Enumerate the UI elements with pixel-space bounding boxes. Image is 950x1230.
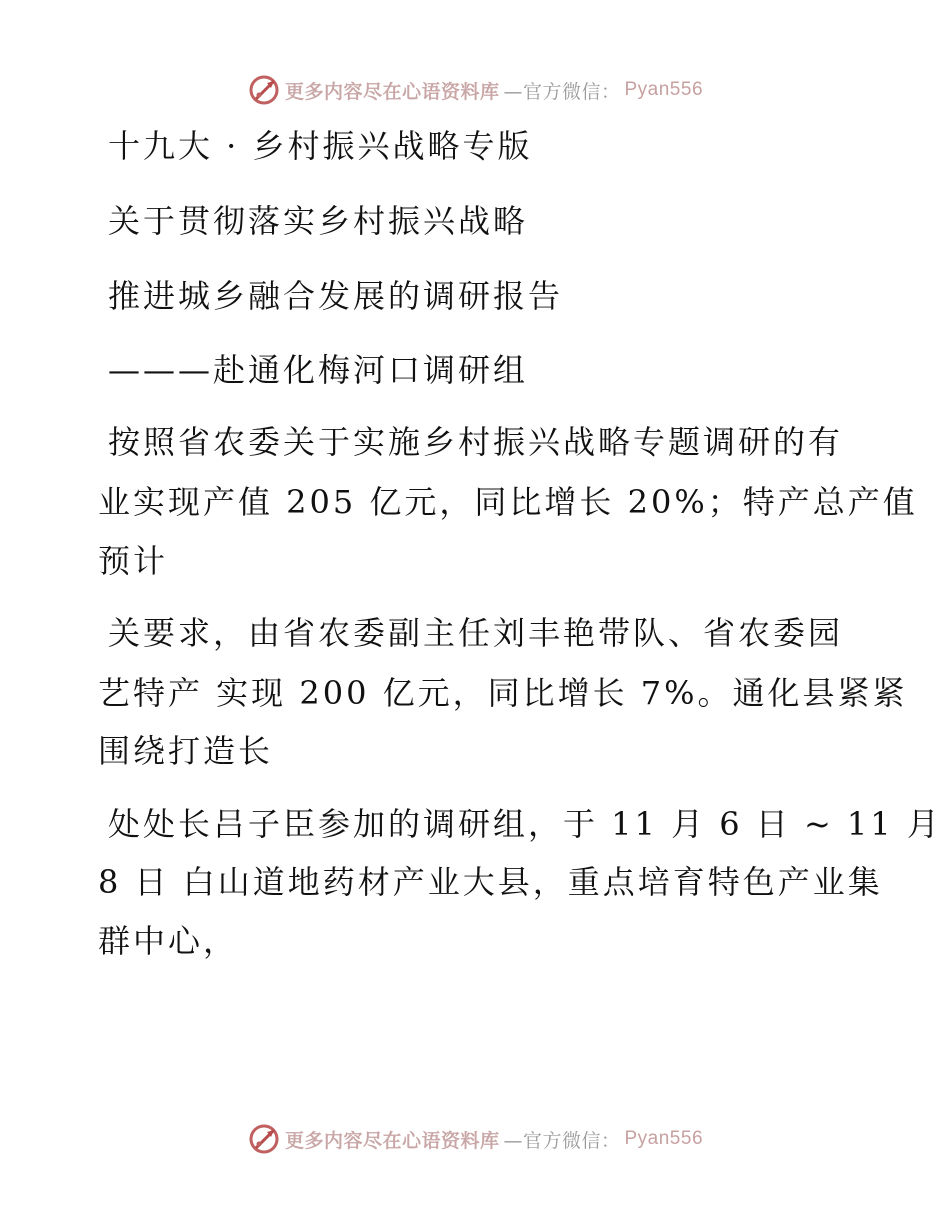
section-title: 十九大 · 乡村振兴战略专版	[108, 127, 533, 165]
report-title-line-1: 关于贯彻落实乡村振兴战略	[108, 202, 529, 240]
watermark-wechat-id: Pyan556	[624, 1128, 704, 1149]
watermark-library-text: 更多内容尽在心语资料库	[284, 1129, 500, 1152]
paragraph-line: 艺特产 实现 200 亿元，同比增长 7%。通化县紧紧	[98, 674, 908, 712]
paragraph-line: 围绕打造长	[98, 732, 274, 770]
paragraph-line: 8 日 白山道地药材产业大县，重点培育特色产业集	[98, 863, 883, 901]
report-title-line-2: 推进城乡融合发展的调研报告	[108, 277, 564, 315]
paragraph-line: 按照省农委关于实施乡村振兴战略专题调研的有	[108, 423, 844, 461]
paragraph-line: 群中心，	[98, 922, 239, 960]
watermark-library-text: 更多内容尽在心语资料库	[284, 80, 500, 103]
paragraph-line: 预计	[98, 542, 169, 580]
paragraph-line: 处处长吕子臣参加的调研组，于 11 月 6 日 ~ 11 月	[108, 805, 942, 843]
paragraph-line: 业实现产值 205 亿元，同比增长 20%；特产总产值	[98, 483, 918, 521]
watermark-wechat-id: Pyan556	[624, 79, 704, 100]
report-author: ———赴通化梅河口调研组	[108, 351, 529, 389]
watermark-wechat-label: —官方微信：	[503, 1129, 621, 1152]
watermark-footer	[0, 1122, 950, 1156]
quill-logo-icon	[247, 1122, 281, 1156]
watermark-content	[247, 1122, 703, 1156]
watermark-wechat-label: —官方微信：	[503, 80, 621, 103]
paragraph-line: 关要求，由省农委副主任刘丰艳带队、省农委园	[108, 614, 844, 652]
